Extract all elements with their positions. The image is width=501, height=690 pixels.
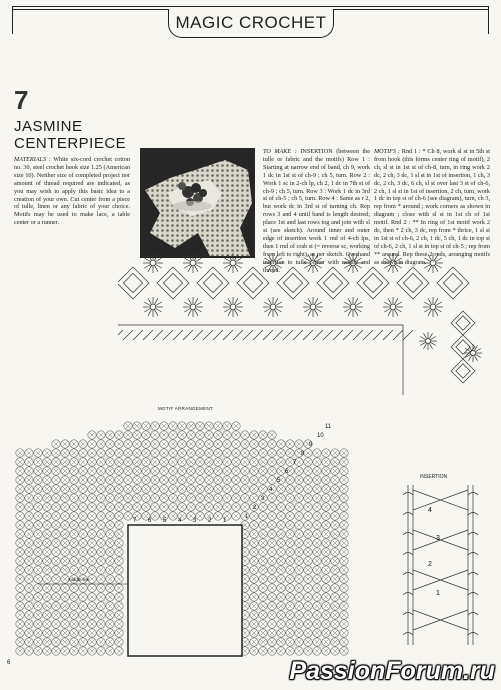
- bottom-row-number: 4: [178, 518, 182, 524]
- diagonal-row-number: 2: [253, 505, 257, 511]
- pattern-title: [14, 118, 126, 152]
- insertion-row-4: 4: [428, 507, 432, 514]
- bottom-row-number: 6: [148, 518, 152, 524]
- diagonal-row-number: 1: [245, 514, 249, 520]
- header-right-tick: [488, 6, 489, 34]
- bottom-row-number: 5: [163, 518, 167, 524]
- diagonal-row-number: 9: [309, 442, 313, 448]
- diagonal-row-number: 11: [325, 424, 332, 430]
- diagonal-row-number: 4: [269, 487, 273, 493]
- insertion-caption: INSERTION: [420, 474, 448, 480]
- bottom-row-number: 2: [208, 518, 212, 524]
- diagonal-row-number: 5: [277, 478, 281, 484]
- motif-sketch: [118, 245, 501, 395]
- to-make-intro: INSERTION (between the tulle or fabric and the motifs): [263, 148, 371, 163]
- motif-arrangement-diagram: [8, 400, 358, 658]
- materials-label: MATERIALS :: [14, 156, 51, 163]
- diagonal-row-number: 3: [261, 496, 265, 502]
- insertion-diagram: [398, 470, 493, 650]
- materials-paragraph: [14, 156, 130, 227]
- motif-arrangement-caption: MOTIF ARRANGEMENT: [158, 406, 214, 411]
- insertion-row-3: 3: [436, 535, 440, 542]
- insertion-row-2: 2: [428, 561, 432, 568]
- bottom-row-number: 3: [193, 518, 197, 524]
- magazine-title: MAGIC CROCHET: [168, 9, 334, 38]
- diagonal-row-number: 6: [285, 469, 289, 475]
- motifs-text: Rnd 1 : * Ch 8, work sl st in 5th st from hook (this forms center ring of motif), 2 ch, sl st in 1st st of ch-8, turn, in ring work 2 dc, 2 ch, 3 dc, 1 sl st in 1st of insertion, 1 ch, 3 dc, 2 ch, 3 dc, 6 ch, sl st over last 3 st of ch-6, 2 ch, 1 sl st in 1st of insertion, 2 ch, turn, work 1 dc in top st of ch-6 (see diagram), turn, ch 3, rep from * around ; work corners as shown in diagram ; close with sl st in 1st ch of 1st motif. Rnd 2 : ** In ring of 1st motif work 2 dc, then * 2 ch, 3 dc, rep from * thrice, 1 sl st in 1st st of ch-6, 2 ch, 1 dc, 5 ch, 1 dc in top st of ch-6, 2 ch, 1 sl st in top st of ch-5 ; rep from ** around. Rep these 2 rnds, arranging motifs as shown in diagram.: [374, 148, 491, 266]
- header-left-tick: [12, 6, 13, 34]
- diagonal-row-number: 8: [301, 451, 305, 457]
- pattern-number: 7: [14, 85, 29, 115]
- page-number: 6: [7, 660, 11, 666]
- diagonal-row-number: 7: [293, 460, 297, 466]
- materials-text: White six-cord crochet cotton no. 30, steel crochet hook size 1.25 (American size 10). Neither size of completed project nor amount of thread required are indicated, as you may wish to apply this basic idea to a creation of your own. Cut center from a piece of tulle, linen or any fabric of your choice. Motifs may be used to make lace, a table center or a runner.: [14, 156, 130, 227]
- bottom-row-number: 7: [133, 518, 137, 524]
- center-fabric: [128, 525, 242, 656]
- bottom-row-number: 1: [223, 518, 227, 524]
- pattern-title-line-2: CENTERPIECE: [14, 135, 127, 152]
- centerpiece-photo: [140, 148, 255, 258]
- to-make-label: TO MAKE :: [263, 148, 297, 155]
- to-make-text: Row 1 : Starting at narrow end of band, ch 9, work 1 dc in 1st st of ch-9 ; ch 5, turn. Row 2 : Work 1 sc in 2-ch lp, ch 2, 1 dc in 7th st of ch-9 ; ch 5, turn. Row 3 : Work 1 dc in 3rd st of ch-5 ; ch 5, turn. Row 4 : Same as r 2, but work dc in 3rd st of turning ch. Rep rows 3 and 4 until band is length desired; place 1st and last rows tog and join with sl st (see sketch). Around inner and outer edge of insertion work 1 rnd of 4-ch lps, then 1 rnd of crab st (= reverse sc, working from left to right), as per sketch. Overhand insertion to tulle center with needle and thread.: [263, 155, 370, 274]
- middle-line-label: middle line: [68, 577, 90, 582]
- header-rule-top: [12, 6, 489, 7]
- watermark: PassionForum.ru: [289, 657, 495, 685]
- motifs-label: MOTIFS :: [374, 148, 400, 155]
- pattern-title-line-1: JASMINE: [14, 118, 83, 135]
- diagonal-row-number: 10: [317, 433, 324, 439]
- insertion-row-1: 1: [436, 590, 440, 597]
